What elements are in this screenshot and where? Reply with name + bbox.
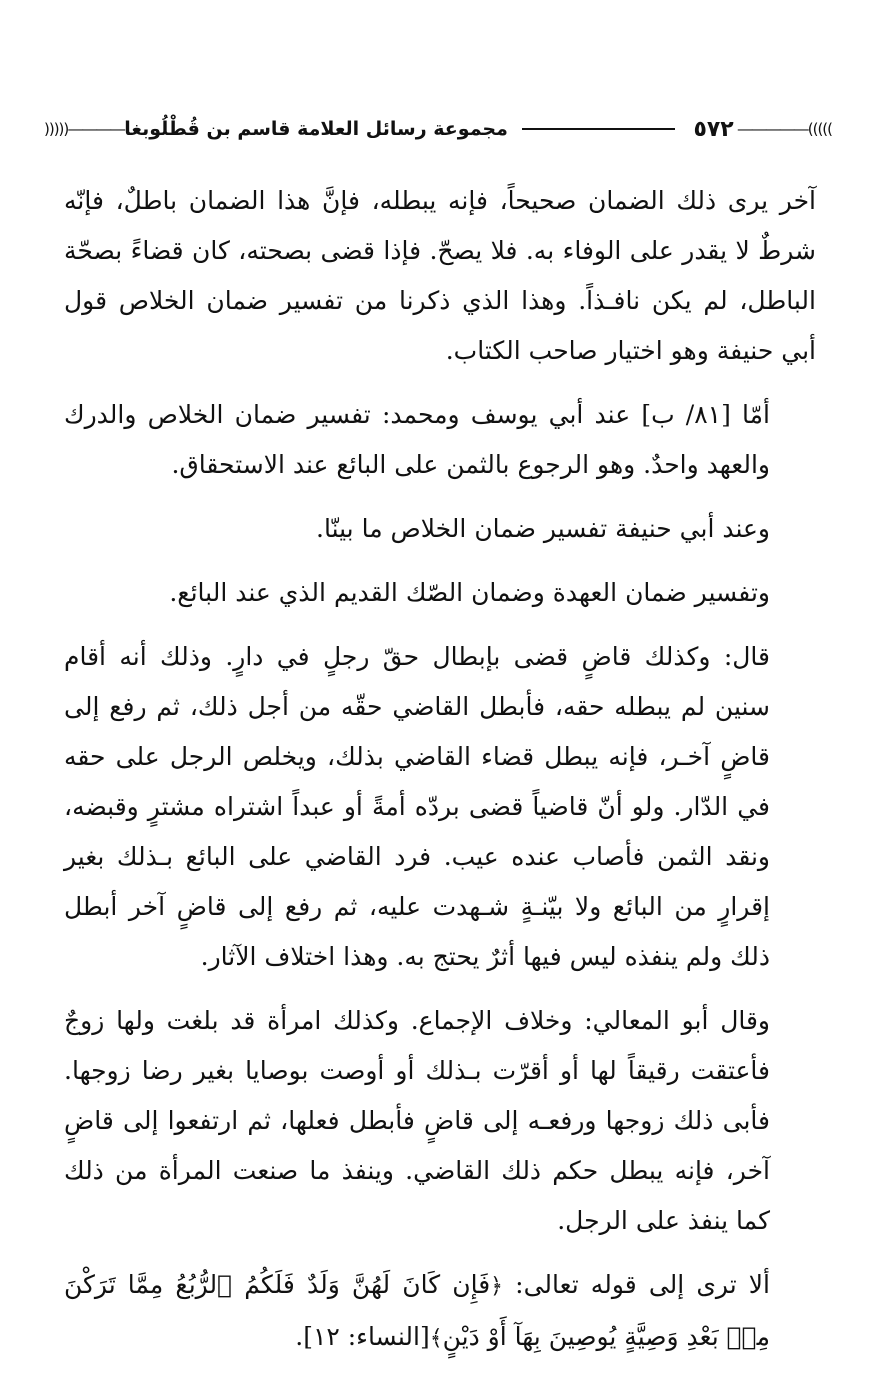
header-ornament-right: ―――――((((( [737, 120, 832, 138]
paragraph: وتفسير ضمان العهدة وضمان الصّك القديم الذي عند البائع. [169, 578, 770, 607]
quran-paragraph [64, 1260, 816, 1364]
quran-verse: فَإِن كَانَ لَهُنَّ وَلَدٌ فَلَكُمُ ٱلرُّبُعُ مِمَّا تَرَكْنَ مِنۢ بَعْدِ وَصِيَّةٍ يُوصِينَ بِهَآ أَوْ دَيْنٍ [64, 1270, 770, 1351]
page-header [44, 112, 832, 146]
paragraph: أمّا [٨١/ ب] عند أبي يوسف ومحمد: تفسير ضمان الخلاص والدرك والعهد واحدٌ. وهو الرجوع بالثمن على البائع عند الاستحقاق. [64, 400, 770, 479]
quran-lead-text: ألا ترى إلى قوله تعالى: [515, 1270, 770, 1299]
quran-citation: [النساء: ١٢]. [295, 1322, 430, 1351]
running-title: مجموعة رسائل العلامة قاسم بن قُطْلُوبغا [124, 118, 508, 140]
paragraph: وقال أبو المعالي: وخلاف الإجماع. وكذلك امرأة قد بلغت ولها زوجٌ فأعتقت رقيقاً لها أو أقرّت بـذلك أو أوصت بوصايا بغير رضا زوجها. فأبى ذلك زوجها ورفعـه إلى قاضٍ فأبطل فعلها، ثم ارتفعوا إلى قاضٍ آخر، فإنه يبطل حكم ذلك القاضي. وينفذ ما صنعت المرأة من ذلك كما ينفذ على الرجل. [64, 1006, 770, 1235]
page-number: ٥٧٢ [693, 116, 734, 142]
page-body [64, 176, 816, 1378]
header-ornament-left: )))))―――― [44, 120, 125, 138]
paragraph: قال: وكذلك قاضٍ قضى بإبطال حقّ رجلٍ في دارٍ. وذلك أنه أقام سنين لم يبطله حقه، فأبطل القاضي حقّه من أجل ذلك، ثم رفع إلى قاضٍ آخـر، فإنه يبطل قضاء القاضي بذلك، ويخلص الرجل على حقه في الدّار. ولو أنّ قاضياً قضى بردّه أمةً أو عبداً اشتراه مشترٍ وقبضه، ونقد الثمن فأصاب عنده عيب. فرد القاضي على البائع بـذلك بغير إقرارٍ من البائع ولا بيّنـةٍ شـهدت عليه، ثم رفع إلى قاضٍ آخر أبطل ذلك ولم ينفذه ليس فيها أثرٌ يحتج به. وهذا اختلاف الآثار. [64, 642, 770, 971]
quran-brace-close: ﴾ [429, 1326, 443, 1351]
paragraph: وعند أبي حنيفة تفسير ضمان الخلاص ما بينّا. [316, 514, 770, 543]
header-rule [522, 128, 676, 130]
paragraph: آخر يرى ذلك الضمان صحيحاً، فإنه يبطله، فإنَّ هذا الضمان باطلٌ، فإنّه شرطٌ لا يقدر على الوفاء به. فلا يصحّ. فإذا قضى بصحته، كان قضاءً بصحّة الباطل، لم يكن نافـذاً. وهذا الذي ذكرنا من تفسير ضمان الخلاص قول أبي حنيفة وهو اختيار صاحب الكتاب. [64, 186, 816, 365]
quran-brace-open: ﴿ [490, 1274, 504, 1299]
